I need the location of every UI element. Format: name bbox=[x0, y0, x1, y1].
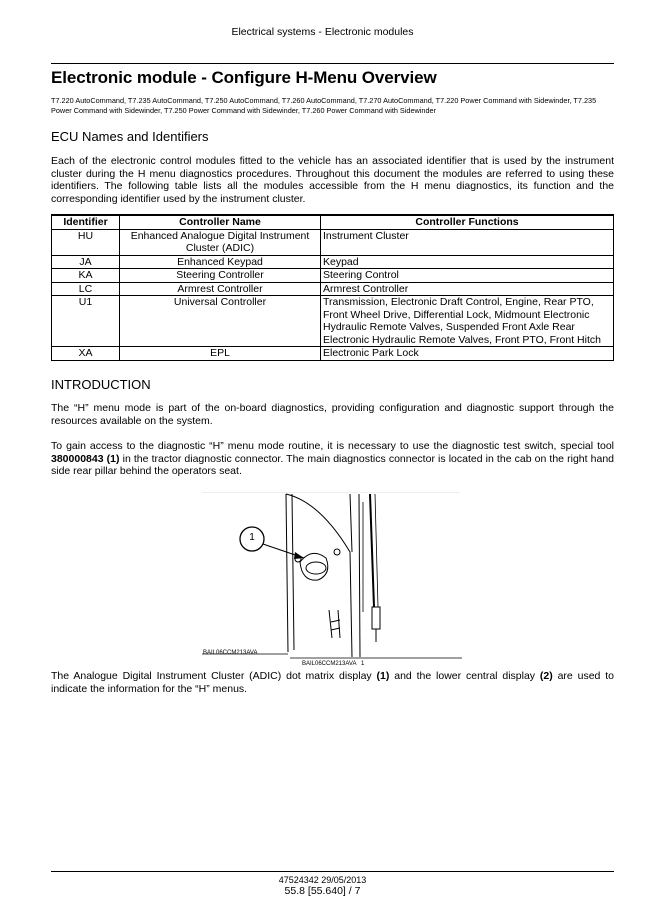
table-row bbox=[52, 282, 614, 296]
footer-doc-id: 47524342 29/05/2013 bbox=[278, 875, 367, 885]
callout-ref-2: (2) bbox=[539, 670, 553, 682]
cell-controller-functions: Electronic Park Lock bbox=[321, 347, 614, 361]
cell-identifier: KA bbox=[52, 269, 120, 283]
col-header-controller-functions: Controller Functions bbox=[321, 215, 614, 229]
table-header-row bbox=[52, 215, 614, 229]
intro-paragraph-2 bbox=[51, 440, 614, 478]
intro-paragraph-1: The “H” menu mode is part of the on-board diagnostics, providing configuration and diagnostic support through the resources available on the system. bbox=[51, 402, 614, 427]
diagnostic-connector-figure bbox=[200, 492, 462, 670]
cell-identifier: HU bbox=[52, 229, 120, 255]
ecu-intro-paragraph: Each of the electronic control modules fitted to the vehicle has an associated identifier that is used by the instrument cluster during the H menu diagnostics procedures. Throughout this document the modules are referred to using these identifiers. The following table lists all the modules accessible from the H menu diagnostics, its function and the corresponding identifier used by the instrument cluster. bbox=[51, 155, 614, 205]
callout-ref-1: (1) bbox=[106, 452, 120, 465]
table-row bbox=[52, 255, 614, 269]
table-row bbox=[52, 229, 614, 255]
figure-number: 1 bbox=[361, 661, 365, 667]
para3-text-a: The Analogue Digital Instrument Cluster (ADIC) dot matrix display bbox=[51, 670, 377, 682]
cell-identifier: LC bbox=[52, 282, 120, 296]
footer-rule bbox=[51, 871, 614, 872]
cell-controller-name: Enhanced Keypad bbox=[120, 255, 321, 269]
col-header-controller-name: Controller Name bbox=[120, 215, 321, 229]
figure-code-bottom: BAIL06CCM213AVA bbox=[302, 661, 357, 667]
figure-callout-label: 1 bbox=[249, 532, 255, 543]
cell-controller-name: EPL bbox=[120, 347, 321, 361]
model-list: T7.220 AutoCommand, T7.235 AutoCommand, T7.250 AutoCommand, T7.260 AutoCommand, T7.270 AutoCommand, T7.220 Power Command with Sidewinder, T7.235 Power Command with Sidewinder, T7.250 Power Command with Sidewinder, T7.260 Power Command with Sidewinder bbox=[51, 96, 597, 115]
cell-controller-functions: Armrest Controller bbox=[321, 282, 614, 296]
callout-ref-1: (1) bbox=[376, 670, 390, 682]
cell-controller-functions: Keypad bbox=[321, 255, 614, 269]
cell-controller-functions: Steering Control bbox=[321, 269, 614, 283]
para3-text-c: are used to indicate the information for the “H” menus. bbox=[51, 670, 614, 695]
running-header: Electrical systems - Electronic modules bbox=[231, 26, 414, 38]
cell-controller-functions: Instrument Cluster bbox=[321, 229, 614, 255]
para3-text-b: and the lower central display bbox=[389, 670, 540, 682]
cell-controller-name: Steering Controller bbox=[120, 269, 321, 283]
table-row bbox=[52, 347, 614, 361]
ecu-table bbox=[51, 214, 614, 361]
page-title: Electronic module - Configure H-Menu Overview bbox=[51, 68, 437, 87]
figure-code-left: BAIL06CCM213AVA bbox=[203, 650, 258, 656]
section-heading-introduction: INTRODUCTION bbox=[51, 377, 151, 392]
intro-paragraph-3 bbox=[51, 670, 614, 695]
table-row bbox=[52, 269, 614, 283]
section-heading-ecu: ECU Names and Identifiers bbox=[51, 129, 209, 144]
para2-text-a: To gain access to the diagnostic “H” menu mode routine, it is necessary to use the diagnostic test switch, special tool bbox=[51, 440, 614, 452]
cell-controller-name: Universal Controller bbox=[120, 296, 321, 347]
cell-identifier: XA bbox=[52, 347, 120, 361]
footer-page-number: 55.8 [55.640] / 7 bbox=[284, 885, 361, 897]
special-tool-number: 380000843 bbox=[51, 452, 104, 465]
para2-text-b: in the tractor diagnostic connector. The main diagnostics connector is located in the cab on the right hand side rear pillar behind the operators seat. bbox=[51, 452, 614, 477]
col-header-identifier: Identifier bbox=[52, 215, 120, 229]
cell-identifier: U1 bbox=[52, 296, 120, 347]
header-rule bbox=[51, 63, 614, 64]
cell-identifier: JA bbox=[52, 255, 120, 269]
table-row bbox=[52, 296, 614, 347]
cell-controller-functions: Transmission, Electronic Draft Control, Engine, Rear PTO, Front Wheel Drive, Differential Lock, Midmount Electronic Hydraulic Remote Valves, Suspended Front Axle Rear Electronic Hydraulic Remote Valves, Front PTO, Front Hitch bbox=[321, 296, 614, 347]
cell-controller-name: Enhanced Analogue Digital Instrument Cluster (ADIC) bbox=[120, 229, 321, 255]
cell-controller-name: Armrest Controller bbox=[120, 282, 321, 296]
